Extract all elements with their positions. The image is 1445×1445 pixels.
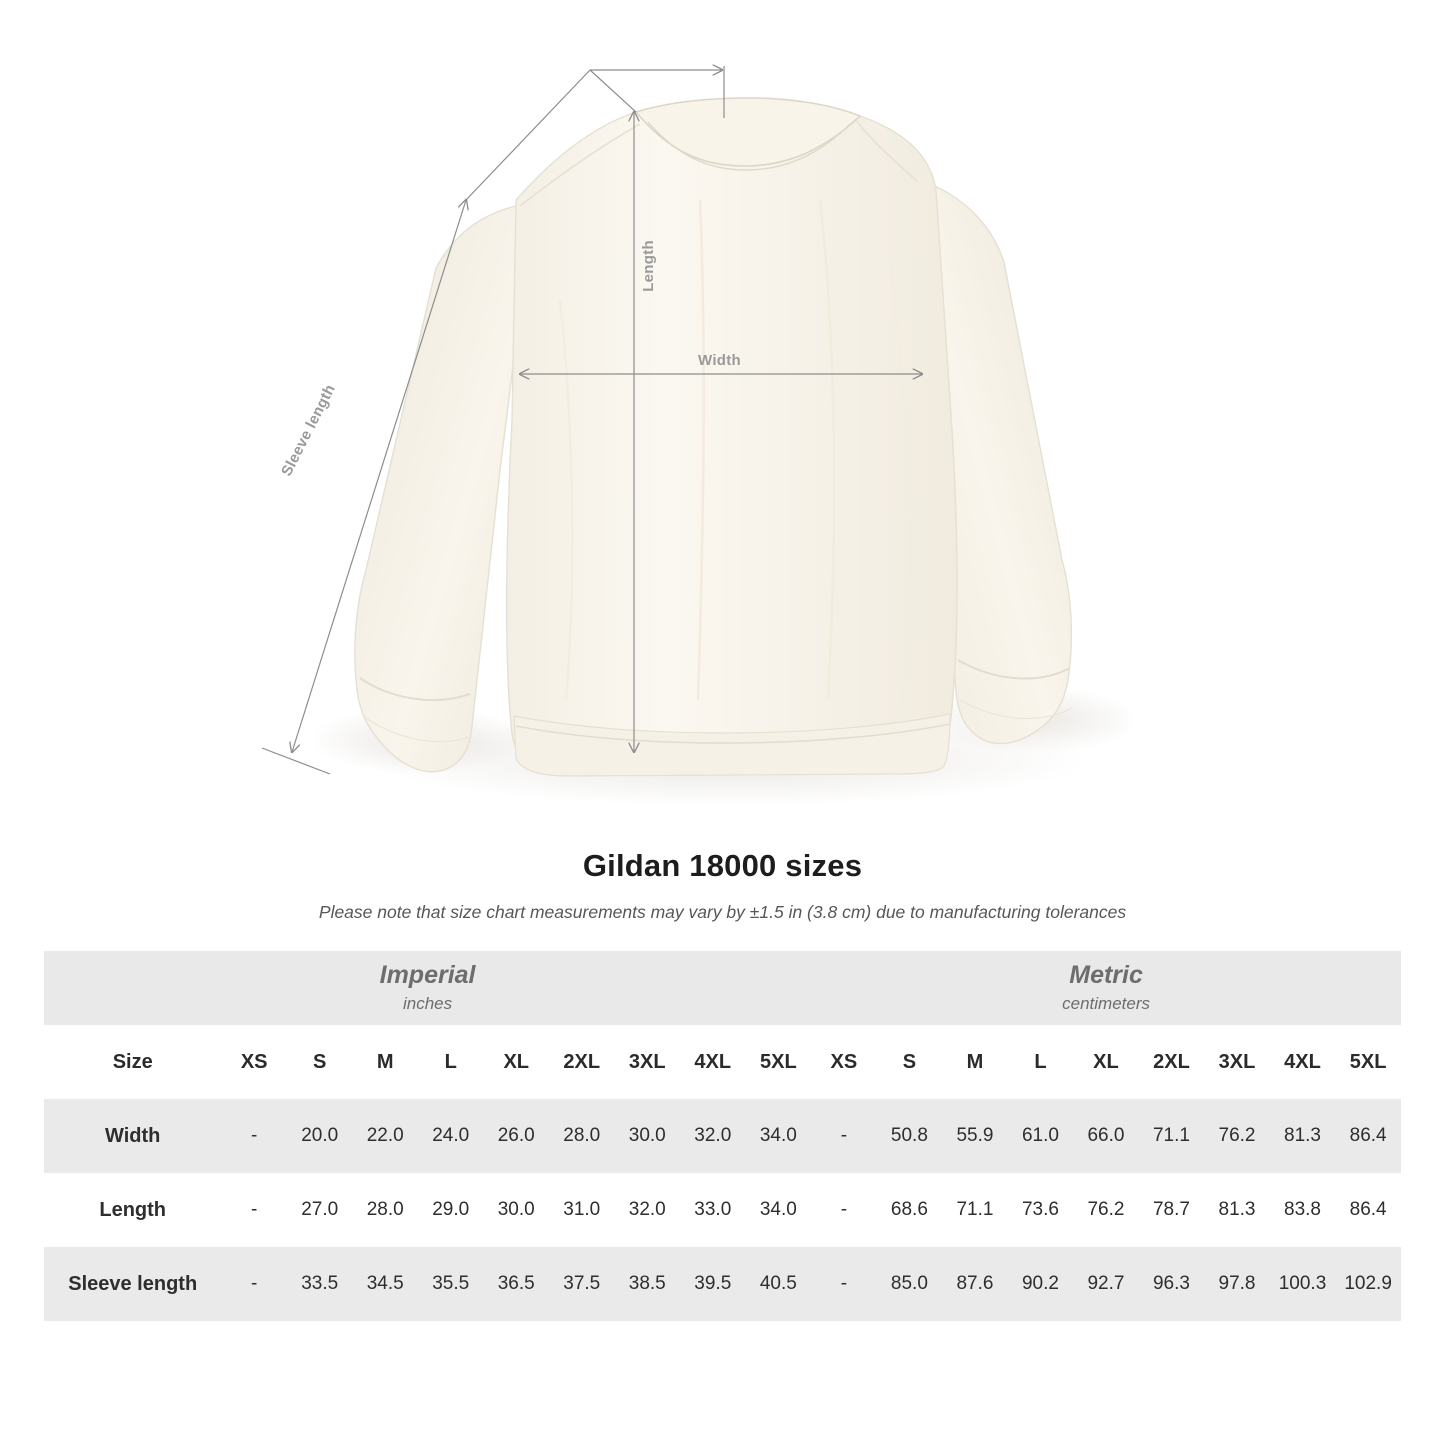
width-imperial-s: 20.0 (287, 1099, 353, 1173)
sleeve-imperial-2xl: 37.5 (549, 1247, 615, 1321)
sleeve-metric-4xl: 100.3 (1270, 1247, 1336, 1321)
size-header-metric-l: L (1008, 1025, 1074, 1099)
imperial-title: Imperial (379, 960, 476, 989)
size-header-label: Size (44, 1025, 221, 1099)
size-header-imperial-4xl: 4XL (680, 1025, 746, 1099)
size-header-imperial-l: L (418, 1025, 484, 1099)
size-table-wrapper (44, 951, 1401, 1321)
sleeve-metric-2xl: 96.3 (1139, 1247, 1205, 1321)
width-metric-m: 55.9 (942, 1099, 1008, 1173)
imperial-unit: inches (403, 993, 453, 1013)
sleeve-metric-l: 90.2 (1008, 1247, 1074, 1321)
width-imperial-m: 22.0 (352, 1099, 418, 1173)
width-imperial-xs: - (221, 1099, 287, 1173)
sleeve-metric-s: 85.0 (877, 1247, 943, 1321)
title-block (0, 848, 1445, 923)
metric-unit: centimeters (1062, 993, 1150, 1013)
width-imperial-3xl: 30.0 (615, 1099, 681, 1173)
length-imperial-m: 28.0 (352, 1173, 418, 1247)
table-row (44, 1099, 1401, 1173)
metric-unit-cell (811, 951, 1401, 1025)
sleeve-imperial-xs: - (221, 1247, 287, 1321)
length-imperial-4xl: 33.0 (680, 1173, 746, 1247)
length-metric-3xl: 81.3 (1204, 1173, 1270, 1247)
sleeve-metric-5xl: 102.9 (1335, 1247, 1401, 1321)
length-metric-2xl: 78.7 (1139, 1173, 1205, 1247)
size-header-metric-2xl: 2XL (1139, 1025, 1205, 1099)
length-imperial-s: 27.0 (287, 1173, 353, 1247)
metric-title: Metric (1069, 960, 1143, 989)
length-metric-5xl: 86.4 (1335, 1173, 1401, 1247)
length-imperial-5xl: 34.0 (746, 1173, 812, 1247)
sleeve-imperial-s: 33.5 (287, 1247, 353, 1321)
size-header-row (44, 1025, 1401, 1099)
width-metric-2xl: 71.1 (1139, 1099, 1205, 1173)
length-metric-s: 68.6 (877, 1173, 943, 1247)
width-metric-3xl: 76.2 (1204, 1099, 1270, 1173)
sleeve-imperial-l: 35.5 (418, 1247, 484, 1321)
size-header-imperial-3xl: 3XL (615, 1025, 681, 1099)
sleeve-length-dimension-label: Sleeve length (278, 381, 339, 479)
row-label-width: Width (44, 1099, 221, 1173)
table-row (44, 1173, 1401, 1247)
size-header-metric-4xl: 4XL (1270, 1025, 1336, 1099)
row-label-sleeve-length: Sleeve length (44, 1247, 221, 1321)
size-header-imperial-xs: XS (221, 1025, 287, 1099)
size-table (44, 951, 1401, 1321)
length-metric-xl: 76.2 (1073, 1173, 1139, 1247)
length-metric-xs: - (811, 1173, 877, 1247)
sleeve-metric-m: 87.6 (942, 1247, 1008, 1321)
size-header-metric-5xl: 5XL (1335, 1025, 1401, 1099)
width-metric-xs: - (811, 1099, 877, 1173)
unit-header-row (44, 951, 1401, 1025)
imperial-unit-cell (44, 951, 811, 1025)
width-dimension-label: Width (698, 352, 742, 369)
size-header-metric-xl: XL (1073, 1025, 1139, 1099)
size-header-imperial-2xl: 2XL (549, 1025, 615, 1099)
length-metric-4xl: 83.8 (1270, 1173, 1336, 1247)
sleeve-imperial-xl: 36.5 (483, 1247, 549, 1321)
size-header-metric-3xl: 3XL (1204, 1025, 1270, 1099)
size-header-imperial-s: S (287, 1025, 353, 1099)
sleeve-imperial-m: 34.5 (352, 1247, 418, 1321)
size-header-metric-m: M (942, 1025, 1008, 1099)
row-label-length: Length (44, 1173, 221, 1247)
sleeve-metric-xs: - (811, 1247, 877, 1321)
length-imperial-xl: 30.0 (483, 1173, 549, 1247)
sleeve-imperial-4xl: 39.5 (680, 1247, 746, 1321)
width-imperial-4xl: 32.0 (680, 1099, 746, 1173)
size-header-metric-xs: XS (811, 1025, 877, 1099)
width-imperial-l: 24.0 (418, 1099, 484, 1173)
length-imperial-l: 29.0 (418, 1173, 484, 1247)
width-metric-l: 61.0 (1008, 1099, 1074, 1173)
width-imperial-2xl: 28.0 (549, 1099, 615, 1173)
page-title: Gildan 18000 sizes (582, 848, 863, 883)
width-imperial-5xl: 34.0 (746, 1099, 812, 1173)
size-header-imperial-5xl: 5XL (746, 1025, 812, 1099)
width-metric-s: 50.8 (877, 1099, 943, 1173)
sleeve-metric-3xl: 97.8 (1204, 1247, 1270, 1321)
size-header-imperial-xl: XL (483, 1025, 549, 1099)
tolerance-note: Please note that size chart measurements may vary by ±1.5 in (3.8 cm) due to manufacturing tolerances (318, 902, 1127, 922)
sleeve-imperial-3xl: 38.5 (615, 1247, 681, 1321)
length-metric-m: 71.1 (942, 1173, 1008, 1247)
length-imperial-2xl: 31.0 (549, 1173, 615, 1247)
length-metric-l: 73.6 (1008, 1173, 1074, 1247)
sleeve-imperial-5xl: 40.5 (746, 1247, 812, 1321)
sleeve-metric-xl: 92.7 (1073, 1247, 1139, 1321)
length-imperial-xs: - (221, 1173, 287, 1247)
table-row (44, 1247, 1401, 1321)
size-header-metric-s: S (877, 1025, 943, 1099)
size-header-imperial-m: M (352, 1025, 418, 1099)
width-imperial-xl: 26.0 (483, 1099, 549, 1173)
width-metric-5xl: 86.4 (1335, 1099, 1401, 1173)
width-metric-xl: 66.0 (1073, 1099, 1139, 1173)
width-metric-4xl: 81.3 (1270, 1099, 1336, 1173)
length-imperial-3xl: 32.0 (615, 1173, 681, 1247)
length-dimension-label: Length (640, 240, 657, 292)
